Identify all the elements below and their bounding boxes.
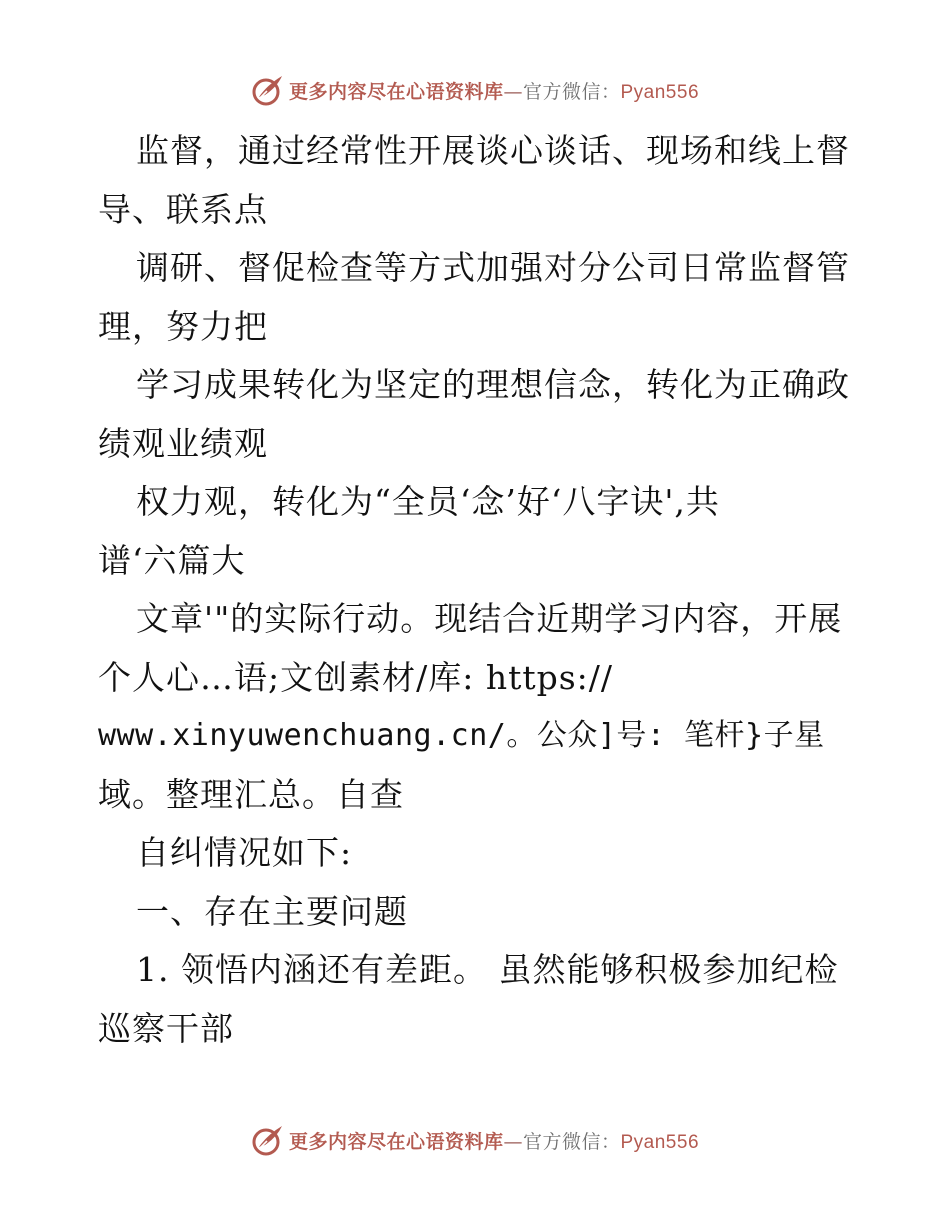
body-line-7: 权力观，转化为“全员‘念’好‘八字诀',共 — [136, 482, 720, 521]
watermark-brand: 更多内容尽在心语资料库 — [288, 80, 504, 103]
watermark-dash: — — [503, 1130, 523, 1153]
body-line-11-url: www.xinyuwenchuang.cn/。公众]号: 笔杆}子星 — [98, 718, 825, 753]
watermark-official: 官方微信： — [522, 80, 621, 103]
footer-watermark — [0, 1120, 950, 1160]
watermark-dash: — — [503, 80, 523, 103]
quill-pen-logo-icon — [251, 73, 285, 107]
section-heading: 一、存在主要问题 — [136, 891, 408, 931]
body-line-4: 理，努力把 — [98, 306, 268, 346]
body-line-9: 文章'"的实际行动。现结合近期学习内容，开展 — [136, 599, 843, 638]
body-line-13: 自纠情况如下: — [136, 833, 353, 872]
watermark-text — [289, 1127, 699, 1154]
watermark-brand: 更多内容尽在心语资料库 — [288, 1130, 504, 1153]
body-line-15: 1. 领悟内涵还有差距。 虽然能够积极参加纪检 — [136, 950, 839, 989]
watermark-account: Pyan556 — [620, 81, 700, 103]
body-line-16: 巡察干部 — [98, 1008, 234, 1048]
watermark-official: 官方微信： — [522, 1130, 621, 1153]
document-body — [98, 122, 858, 1058]
quill-pen-logo-icon — [251, 1123, 285, 1157]
body-line-8: 谱‘六篇大 — [98, 540, 246, 580]
header-watermark — [0, 70, 950, 110]
body-line-2: 导、联系点 — [98, 189, 268, 229]
body-line-5: 学习成果转化为坚定的理想信念，转化为正确政 — [136, 365, 850, 404]
body-line-6: 绩观业绩观 — [98, 423, 268, 463]
body-line-1: 监督，通过经常性开展谈心谈话、现场和线上督 — [136, 131, 850, 170]
body-line-12: 域。整理汇总。自查 — [98, 774, 404, 814]
body-line-3: 调研、督促检查等方式加强对分公司日常监督管 — [136, 248, 850, 287]
body-line-10: 个人心…语;文创素材/库: https:// — [98, 657, 614, 697]
watermark-text — [289, 77, 699, 104]
watermark-account: Pyan556 — [620, 1131, 700, 1153]
